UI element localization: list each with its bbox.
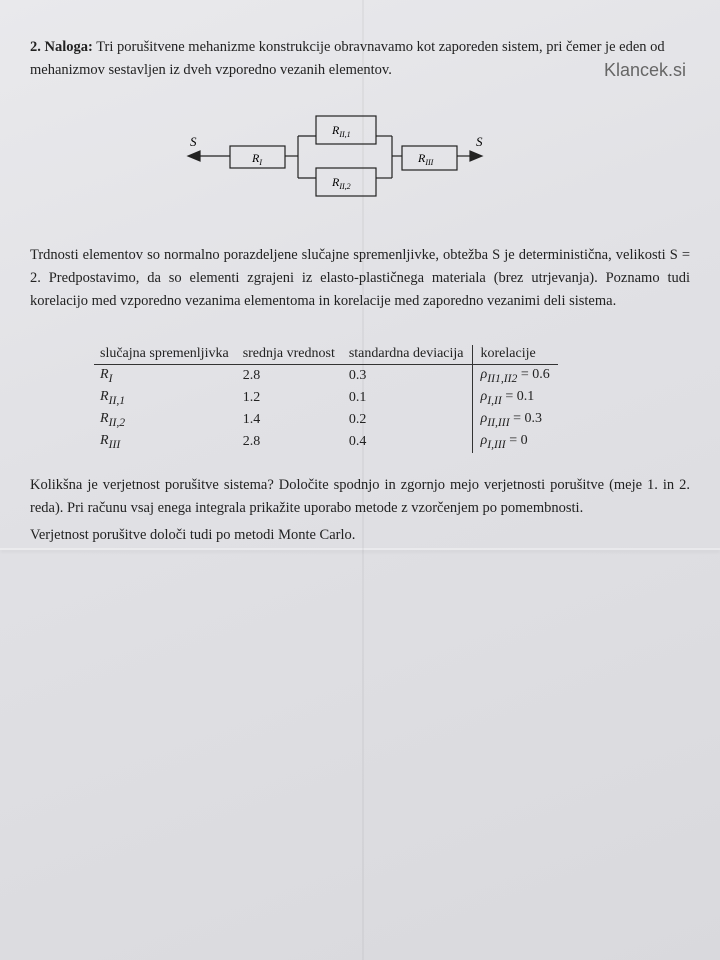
left-arrow-head <box>188 151 200 161</box>
cell-variable: $R_{II,1}$ <box>100 388 126 407</box>
system-diagram <box>180 106 510 206</box>
cell-variable: $R_{II,2}$ <box>100 410 126 429</box>
header-mean: srednja vrednost <box>237 345 343 365</box>
paragraph-description: Trdnosti elementov so normalno porazdeljene slučajne spremenljivke, obtežba S je deterministična, velikosti S = 2. Predpostavimo, da so elementi zgrajeni iz elasto-plastičnega materiala (brez utrjevanja). Poznamo tudi korelacijo med vzporedno vezanima elementoma in korelacije med zaporedno vezanimi deli sistema. <box>30 247 690 309</box>
cell-variable: $R_{III}$ <box>100 432 121 451</box>
left-load-label: S <box>190 134 197 149</box>
label-r1: $R_I$ <box>252 151 263 167</box>
table-row <box>94 431 558 453</box>
watermark: Klancek.si <box>603 60 686 80</box>
cell-std: 0.4 <box>348 433 367 449</box>
paper-fold-horizontal <box>0 548 720 550</box>
cell-std: 0.2 <box>348 411 367 427</box>
table-row <box>94 365 558 388</box>
table-row <box>94 409 558 431</box>
right-load-label: S <box>476 134 483 149</box>
task-text: Tri porušitvene mehanizme konstrukcije obravnavamo kot zaporeden sistem, pri čemer je eden od mehanizmov sestavljen iz dveh vzporedno vezanih elementov. <box>30 39 665 78</box>
random-variables-table <box>94 345 558 453</box>
cell-mean: 2.8 <box>242 367 261 383</box>
table-row <box>94 387 558 409</box>
label-r22: $R_{II,2}$ <box>332 175 351 191</box>
cell-mean: 1.4 <box>242 411 261 427</box>
table-header-row <box>94 345 558 365</box>
cell-mean: 1.2 <box>242 389 261 405</box>
paragraph-question: Kolikšna je verjetnost porušitve sistema? Določite spodnjo in zgornjo mejo verjetnosti porušitve (meje 1. in 2. reda). Pri računu vsaj enega integrala prikažite uporabo metode z vzorčenjem po pomembnosti. <box>30 477 690 516</box>
cell-std: 0.3 <box>348 367 367 383</box>
paragraph-monte-carlo: Verjetnost porušitve določi tudi po metodi Monte Carlo. <box>30 527 356 543</box>
task-statement <box>30 36 680 82</box>
header-std: standardna deviacija <box>343 345 472 365</box>
cell-correlation: $\rho_{II,III} = 0.3$ <box>472 409 558 431</box>
cell-variable: $R_I$ <box>100 366 113 385</box>
label-r21: $R_{II,1}$ <box>332 123 351 139</box>
cell-correlation: $\rho_{I,II} = 0.1$ <box>472 387 558 409</box>
cell-correlation: $\rho_{I,III} = 0$ <box>472 431 558 453</box>
right-arrow-head <box>470 151 482 161</box>
task-number: 2. Naloga: <box>30 39 93 55</box>
cell-correlation: $\rho_{II1,II2} = 0.6$ <box>472 365 558 388</box>
cell-std: 0.1 <box>348 389 367 405</box>
header-correlation: korelacije <box>472 345 558 365</box>
header-variable: slučajna spremenljivka <box>94 345 237 365</box>
cell-mean: 2.8 <box>242 433 261 449</box>
label-r3: $R_{III}$ <box>418 151 434 167</box>
